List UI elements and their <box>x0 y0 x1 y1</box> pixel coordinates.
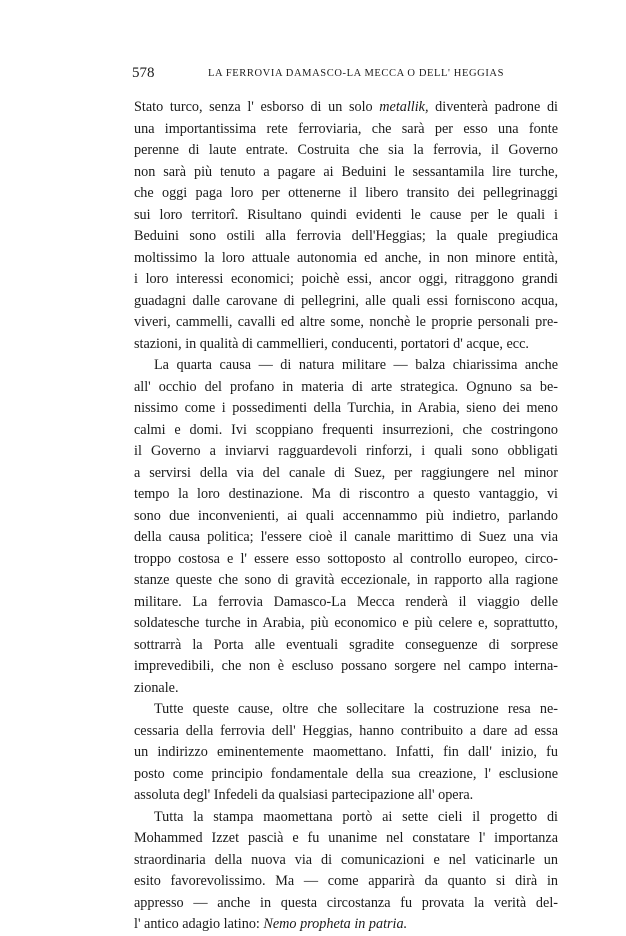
text-run: viveri, cammelli, cavalli ed altre some, nonchè le proprie personali pre- <box>134 314 558 330</box>
text-line <box>134 377 558 399</box>
text-line <box>134 183 558 205</box>
text-line <box>134 871 558 893</box>
italic-phrase: metallik, <box>379 99 429 115</box>
text-line <box>134 355 558 377</box>
text-run: sono due inconvenienti, ai quali accennammo più indietro, parlando <box>134 507 558 524</box>
italic-phrase: Nemo propheta in patria. <box>263 916 408 932</box>
text-run: troppo costosa e l' essere esso sottoposto al controllo europeo, circo- <box>134 550 558 567</box>
text-line <box>134 635 558 657</box>
text-line <box>134 893 558 915</box>
body-text <box>134 97 558 936</box>
text-line <box>134 119 558 141</box>
text-run: diventerà padrone di <box>428 99 558 115</box>
text-line <box>134 162 558 184</box>
text-run: La quarta causa — di natura militare — balza chiarissima anche <box>154 357 558 373</box>
text-run: Beduini sono ostili alla ferrovia dell'Heggias; la quale pregiudica <box>134 228 558 244</box>
text-run: posto come principio fondamentale della sua creazione, l' esclusione <box>134 765 558 782</box>
text-run: il Governo a inviarvi ragguardevoli rinforzi, i quali sono obbligati <box>134 443 558 459</box>
text-run: militare. La ferrovia Damasco-La Mecca renderà il viaggio delle <box>134 593 558 610</box>
text-line <box>134 441 558 463</box>
paragraph <box>134 355 558 699</box>
text-line <box>134 828 558 850</box>
text-line <box>134 527 558 549</box>
text-run: i loro interessi economici; poichè essi, ancor oggi, ritraggono grandi <box>134 271 558 287</box>
text-run: cessaria della ferrovia dell' Heggias, hanno contribuito a dare ad essa <box>134 722 558 739</box>
page-number: 578 <box>132 65 155 81</box>
text-run: un indirizzo eminentemente maomettano. Infatti, fin dall' inizio, fu <box>134 744 558 760</box>
text-run: della causa politica; l'essere cioè il canale marittimo di Suez una via <box>134 529 558 545</box>
text-line <box>134 850 558 872</box>
text-run: a servirsi della via del canale di Suez, per raggiungere nel minor <box>134 464 558 481</box>
text-line <box>134 764 558 786</box>
text-line <box>134 807 558 829</box>
text-run: guadagni dalle carovane di pellegrini, alle quali essi forniscono acqua, <box>134 292 558 309</box>
text-run: all' occhio del profano in materia di arte strategica. Ognuno sa be- <box>134 378 558 395</box>
text-line <box>134 592 558 614</box>
text-line <box>134 742 558 764</box>
text-run: perenne di laute entrate. Costruita che sia la ferrovia, il Governo <box>134 142 558 158</box>
text-run: moltissimo la loro attuale autonomia ed anche, in non minore entità, <box>134 249 558 266</box>
text-run: Tutta la stampa maomettana portò ai sette cieli il progetto di <box>154 808 558 825</box>
paragraph <box>134 807 558 936</box>
text-line <box>134 97 558 119</box>
text-line <box>134 398 558 420</box>
running-title: LA FERROVIA DAMASCO-LA MECCA O DELL' HEGGIAS <box>208 68 505 79</box>
text-run: appresso — anche in questa circostanza fu provata la verità del- <box>134 894 558 911</box>
paragraph <box>134 97 558 355</box>
text-line <box>134 785 558 807</box>
text-run: stanze queste che sono di gravità eccezionale, in rapporto alla ragione <box>134 572 558 588</box>
text-line <box>134 721 558 743</box>
text-run: straordinaria della nuova via di comunicazioni e nel vaticinarle un <box>134 851 558 868</box>
text-run: non sarà più tenuto a pagare ai Beduini le sessantamila lire turche, <box>134 163 558 180</box>
text-line <box>134 656 558 678</box>
text-run: assoluta degl' Infedeli da qualsiasi partecipazione all' opera. <box>134 787 474 803</box>
text-run: che oggi paga loro per ottenerne il libero transito dei pellegrinaggi <box>134 185 558 201</box>
text-line <box>134 549 558 571</box>
text-run: sottrarrà la Porta alle eventuali sgradite conseguenze di sorprese <box>134 636 558 653</box>
text-line <box>134 463 558 485</box>
text-run: calmi e domi. Ivi scoppiano frequenti insurrezioni, che costringono <box>134 421 558 438</box>
text-run: Mohammed Izzet pascià e fu unanime nel constatare l' importanza <box>134 830 558 846</box>
text-line <box>134 613 558 635</box>
text-line <box>134 699 558 721</box>
text-line <box>134 506 558 528</box>
text-line <box>134 269 558 291</box>
text-line <box>134 570 558 592</box>
text-line <box>134 484 558 506</box>
text-run: Stato turco, senza l' esborso di un solo <box>134 99 380 115</box>
text-line <box>134 205 558 227</box>
page-header <box>132 64 558 86</box>
text-run: soldatesche turche in Arabia, più economico e più celere e, soprattutto, <box>134 615 558 631</box>
text-line <box>134 291 558 313</box>
text-run: imprevedibili, che non è escluso possano sorgere nel campo interna- <box>134 658 558 674</box>
text-line <box>134 678 558 700</box>
text-run: tempo la loro destinazione. Ma di riscontro a questo vantaggio, vi <box>134 486 558 502</box>
text-line <box>134 334 558 356</box>
text-run: zionale. <box>134 679 179 696</box>
text-run: nissimo come i possedimenti della Turchia, in Arabia, sieno dei meno <box>134 400 558 416</box>
text-run: l' antico adagio latino: <box>134 916 264 932</box>
paragraph <box>134 699 558 807</box>
text-line <box>134 914 558 936</box>
text-run: sui loro territorî. Risultano quindi evidenti le cause per le quali i <box>134 206 558 223</box>
text-line <box>134 312 558 334</box>
text-run: stazioni, in qualità di cammellieri, conducenti, portatori d' acque, ecc. <box>134 335 529 352</box>
text-run: una importantissima rete ferroviaria, che sarà per esso una fonte <box>134 120 558 137</box>
text-line <box>134 226 558 248</box>
text-run: esito favorevolissimo. Ma — come apparirà da quanto si dirà in <box>134 873 558 889</box>
text-line <box>134 420 558 442</box>
text-run: Tutte queste cause, oltre che sollecitare la costruzione resa ne- <box>154 701 558 717</box>
text-line <box>134 248 558 270</box>
text-line <box>134 140 558 162</box>
